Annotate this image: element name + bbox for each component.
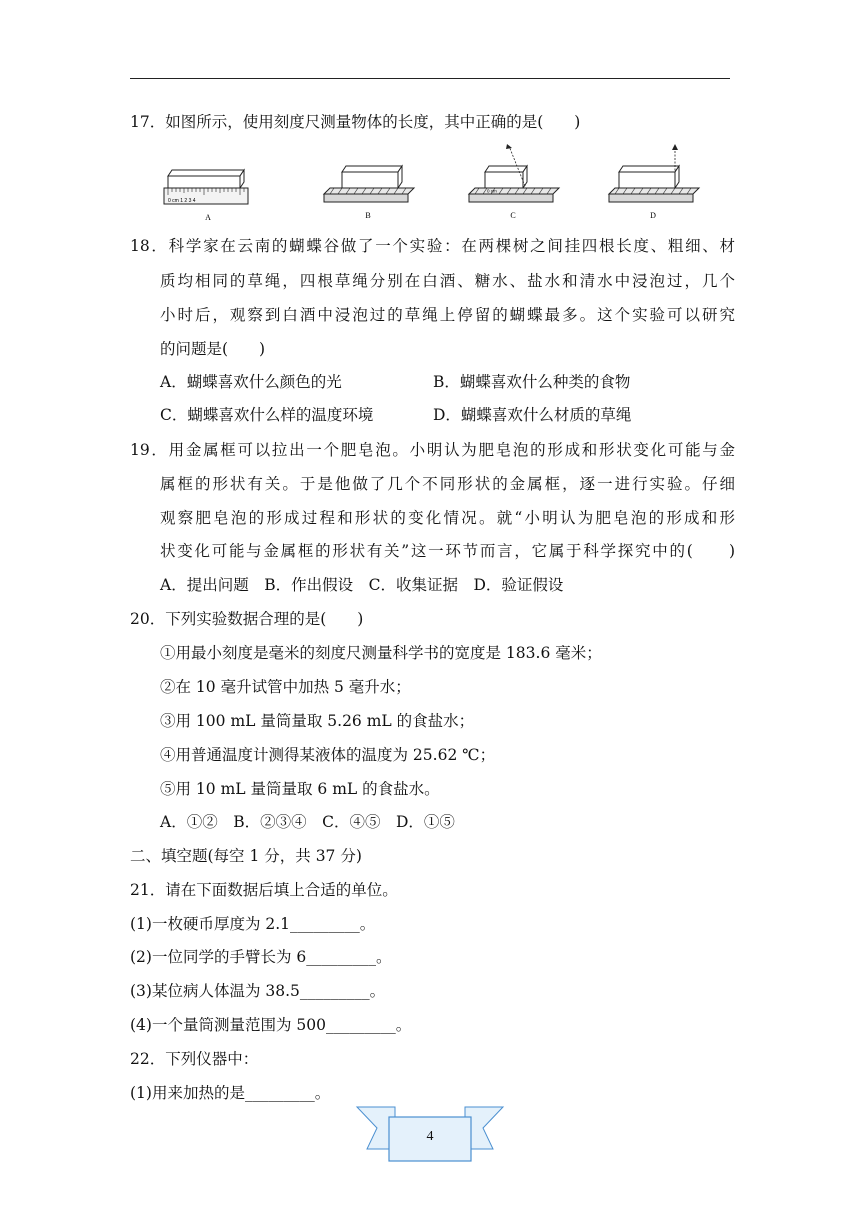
ruler-diagram-a (160, 142, 256, 224)
figure-b-label: B (365, 211, 371, 220)
q20-item-3: ③用 100 mL 量筒量取 5.26 mL 的食盐水； (160, 712, 475, 730)
q21-stem: 21．请在下面数据后填上合适的单位。 (130, 881, 398, 899)
q20-stem: 20．下列实验数据合理的是( ) (130, 610, 364, 628)
figure-b (320, 142, 416, 224)
q18-option-a: A．蝴蝶喜欢什么颜色的光 (160, 373, 342, 391)
q20-item-5: ⑤用 10 mL 量筒量取 6 mL 的食盐水。 (160, 780, 440, 798)
ruler-diagram-c (465, 142, 561, 224)
q20-item-2: ②在 10 毫升试管中加热 5 毫升水； (160, 678, 411, 696)
q21-item-1: (1)一枚硬币厚度为 2.1_________。 (130, 915, 376, 933)
figure-a (160, 142, 256, 224)
q18-option-b: B．蝴蝶喜欢什么种类的食物 (433, 373, 631, 391)
q21-item-4: (4)一个量筒测量范围为 500_________。 (130, 1016, 412, 1034)
page-footer (355, 1103, 505, 1165)
figure-c (465, 142, 561, 224)
page-number: 4 (426, 1129, 434, 1144)
q19-line-4: 状变化可能与金属框的形状有关”这一环节而言，它属于科学探究中的( ) (160, 542, 735, 560)
q18-line-2: 质均相同的草绳，四根草绳分别在白酒、糖水、盐水和清水中浸泡过，几个 (160, 272, 735, 290)
q19-line-3: 观察肥皂泡的形成过程和形状的变化情况。就“小明认为肥皂泡的形成和形 (160, 509, 735, 527)
ruler-a-label: 0 cm 1 2 3 4 (168, 198, 196, 204)
q18-option-d: D．蝴蝶喜欢什么材质的草绳 (433, 406, 632, 424)
figure-d-label: D (650, 211, 656, 220)
q18-line-3: 小时后，观察到白酒中浸泡过的草绳上停留的蝴蝶最多。这个实验可以研究 (160, 306, 735, 324)
q22-stem: 22．下列仪器中： (130, 1050, 259, 1068)
ruler-diagram-b (320, 142, 416, 224)
q20-item-4: ④用普通温度计测得某液体的温度为 25.62 ℃； (160, 746, 496, 764)
q18-line-4: 的问题是( ) (160, 340, 266, 358)
q18-option-c: C．蝴蝶喜欢什么样的温度环境 (160, 406, 374, 424)
header-rule (130, 78, 730, 79)
q18-line-1: 18．科学家在云南的蝴蝶谷做了一个实验：在两棵树之间挂四根长度、粗细、材 (130, 237, 735, 255)
section-2-heading: 二、填空题(每空 1 分，共 37 分) (130, 847, 362, 865)
q21-item-3: (3)某位病人体温为 38.5_________。 (130, 982, 386, 1000)
q19-line-2: 属框的形状有关。于是他做了几个不同形状的金属框，逐一进行实验。仔细 (160, 475, 735, 493)
q19-line-1: 19．用金属框可以拉出一个肥皂泡。小明认为肥皂泡的形成和形状变化可能与金 (130, 441, 735, 459)
q20-item-1: ①用最小刻度是毫米的刻度尺测量科学书的宽度是 183.6 毫米； (160, 644, 602, 662)
q19-options: A．提出问题 B．作出假设 C．收集证据 D．验证假设 (160, 576, 564, 594)
figure-a-label: A (205, 213, 211, 222)
figure-c-label: C (510, 211, 516, 220)
figure-d (605, 142, 701, 224)
q21-item-2: (2)一位同学的手臂长为 6_________。 (130, 948, 392, 966)
q17-figures (160, 142, 730, 224)
ruler-diagram-d (605, 142, 701, 224)
q17-stem: 17．如图所示，使用刻度尺测量物体的长度，其中正确的是( ) (130, 113, 581, 131)
q22-item-1: (1)用来加热的是_________。 (130, 1084, 331, 1102)
q20-options: A．①② B．②③④ C．④⑤ D．①⑤ (160, 813, 455, 831)
ruler-c-label: 0 cm (487, 188, 497, 194)
